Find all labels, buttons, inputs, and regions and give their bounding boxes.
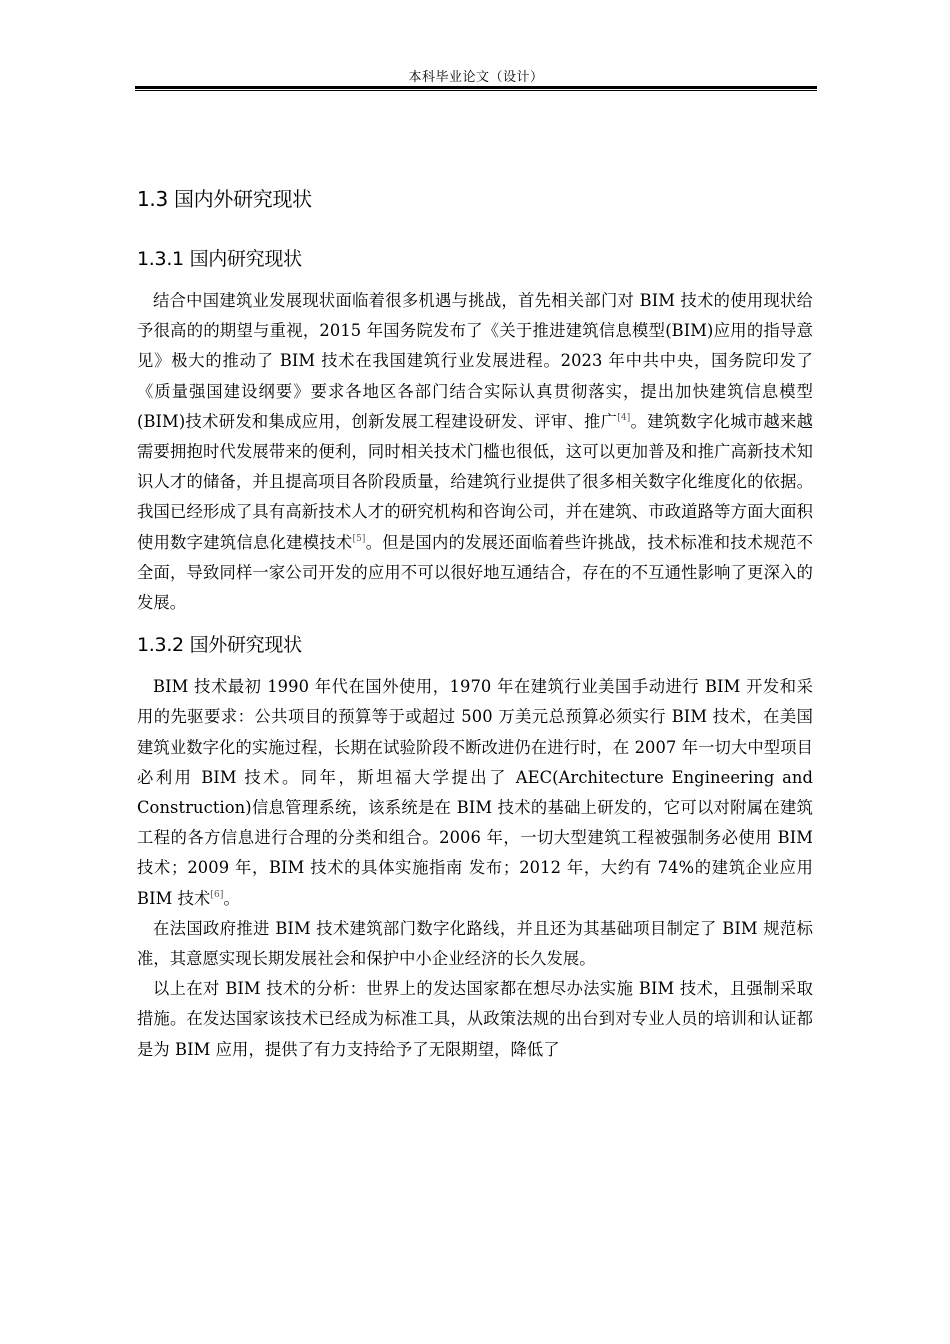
document-body: [137, 180, 813, 1065]
subsection-heading-foreign: 1.3.2 国外研究现状: [137, 634, 302, 657]
citation-ref-4: [4]: [617, 412, 631, 423]
section-heading: 1.3 国内外研究现状: [137, 187, 312, 211]
header-rule: [135, 86, 817, 89]
paragraph-text: 。建筑数字化城市越来越需要拥抱时代发展带来的便利，同时相关技术门槛也很低，这可以更加普及和推广高新技术知识人才的储备，并且提高项目各阶段质量，给建筑行业提供了很多相关数字化维度化的依据。我国已经形成了具有高新技术人才的研究机构和咨询公司，并在建筑、市政道路等方面大面积使用数字建筑信息化建模技术: [137, 411, 813, 552]
paragraph-text: BIM 技术最初 1990 年代在国外使用，1970 年在建筑行业美国手动进行 BIM 开发和采用的先驱要求：公共项目的预算等于或超过 500 万美元总预算必须实行 BIM 技术，在美国建筑业数字化的实施过程，长期在试验阶段不断改进仍在进行时，在 2007 年一切大中型项目必利用 BIM 技术。同年，斯坦福大学提出了 AEC(Architecture Engineering and Construction)信息管理系统，该系统是在 BIM 技术的基础上研发的，它可以对附属在建筑工程的各方信息进行合理的分类和组合。2006 年，一切大型建筑工程被强制务必使用 BIM 技术；2009 年，BIM 技术的具体实施指南 发布；2012 年，大约有 74%的建筑企业应用 BIM 技术: [137, 677, 813, 908]
page-header-title: 本科毕业论文（设计）: [408, 70, 544, 85]
header-rule-thin: [135, 90, 817, 91]
subsection-heading-domestic: 1.3.1 国内研究现状: [137, 248, 302, 270]
paragraph-foreign-3: 以上在对 BIM 技术的分析：世界上的发达国家都在想尽办法实施 BIM 技术，且强制采取措施。在发达国家该技术已经成为标准工具，从政策法规的出台到对专业人员的培训和认证都是为 BIM 应用，提供了有力支持给予了无限期望，降低了: [137, 979, 813, 1059]
citation-ref-6: [6]: [210, 889, 224, 900]
paragraph-foreign-1: [137, 672, 813, 914]
paragraph-text: 。: [223, 888, 240, 908]
paragraph-text: 。但是国内的发展还面临着些许挑战，技术标准和技术规范不全面，导致同样一家公司开发的应用不可以很好地互通结合，存在的不互通性影响了更深入的发展。: [137, 532, 813, 613]
paragraph-foreign-2: 在法国政府推进 BIM 技术建筑部门数字化路线，并且还为其基础项目制定了 BIM 规范标准，其意愿实现长期发展社会和保护中小企业经济的长久发展。: [137, 918, 813, 969]
paragraph-text: 结合中国建筑业发展现状面临着很多机遇与挑战，首先相关部门对 BIM 技术的使用现状给予很高的的期望与重视，2015 年国务院发布了《关于推进建筑信息模型(BIM)应用的指导意见》极大的推动了 BIM 技术在我国建筑行业发展进程。2023 年中共中央，国务院印发了《质量强国建设纲要》要求各地区各部门结合实际认真贯彻落实，提出加快建筑信息模型(BIM)技术研发和集成应用，创新发展工程建设研发、评审、推广: [137, 291, 813, 431]
paragraph-domestic: [137, 286, 813, 618]
citation-ref-5: [5]: [352, 533, 366, 544]
